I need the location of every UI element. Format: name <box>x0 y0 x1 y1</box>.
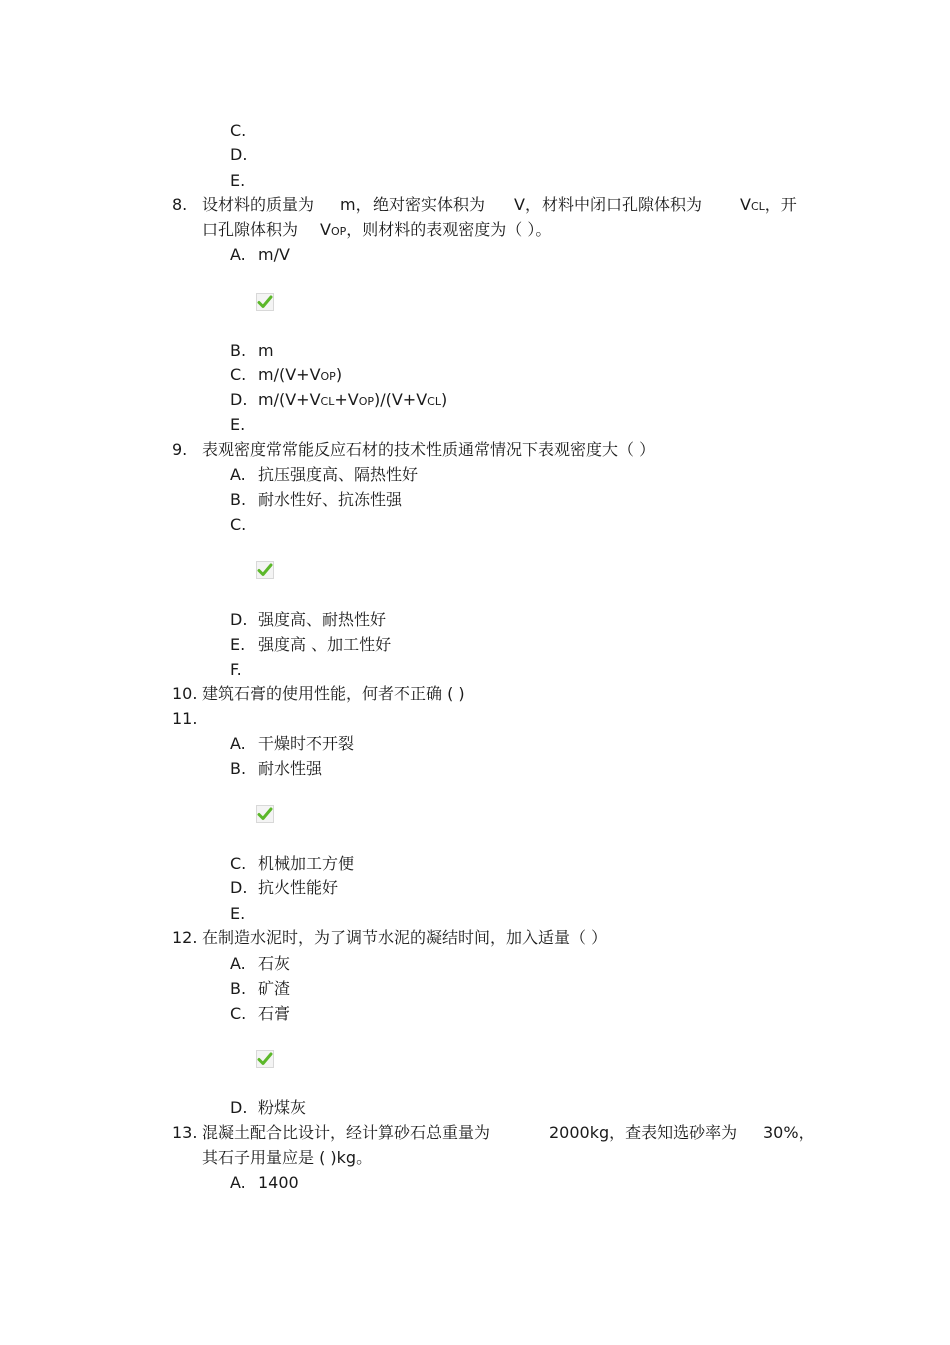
q11-option-a[interactable]: A. 干燥时不开裂 <box>230 734 355 753</box>
question-13-text-b: 2000kg，查表知选砂率为 <box>549 1123 738 1142</box>
correct-check-icon <box>256 805 274 823</box>
question-8-number: 8. <box>172 195 188 214</box>
q9-option-c[interactable]: C. <box>230 515 247 534</box>
option-c-prev: C. <box>230 121 247 140</box>
q8-option-e[interactable]: E. <box>230 415 246 434</box>
question-12-number: 12. <box>172 928 198 947</box>
question-11-number: 11. <box>172 709 198 728</box>
q9-option-b[interactable]: B. 耐水性好、抗冻性强 <box>230 490 403 509</box>
q11-option-e[interactable]: E. <box>230 904 246 923</box>
correct-check-icon <box>256 293 274 311</box>
q9-option-d[interactable]: D. 强度高、耐热性好 <box>230 610 387 629</box>
q9-option-a[interactable]: A. 抗压强度高、隔热性好 <box>230 465 419 484</box>
q8-option-d[interactable]: D. m/(V+VCL+VOP)/(V+VCL) <box>230 390 448 409</box>
correct-check-icon <box>256 561 274 579</box>
correct-check-icon <box>256 1050 274 1068</box>
q8-option-a[interactable]: A. m/V <box>230 245 290 264</box>
question-8-text-c: 材料中闭口孔隙体积为 <box>542 195 703 214</box>
question-13-number: 13. <box>172 1123 198 1142</box>
question-10-number: 10. <box>172 684 198 703</box>
q11-option-d[interactable]: D. 抗火性能好 <box>230 878 339 897</box>
question-9-text: 表观密度常常能反应石材的技术性质通常情况下表观密度大（ ） <box>202 440 656 459</box>
q12-option-b[interactable]: B. 矿渣 <box>230 979 291 998</box>
q11-option-b[interactable]: B. 耐水性强 <box>230 759 323 778</box>
question-13-text-a: 混凝土配合比设计，经计算砂石总重量为 <box>202 1123 491 1142</box>
question-8-text-vop: VOP，则材料的表观密度为（ ）。 <box>320 220 552 239</box>
question-8-text-v: V， <box>514 195 541 214</box>
q8-option-b[interactable]: B. m <box>230 341 274 360</box>
question-8-text-vcl: VCL，开 <box>740 195 797 214</box>
q12-option-a[interactable]: A. 石灰 <box>230 954 291 973</box>
question-8-text-line2a: 口孔隙体积为 <box>202 220 299 239</box>
question-8-text-a: 设材料的质量为 <box>202 195 315 214</box>
question-13-text-line2: 其石子用量应是 ( )kg。 <box>202 1148 373 1167</box>
q8-option-c[interactable]: C. m/(V+VOP) <box>230 365 343 384</box>
question-10-text: 建筑石膏的使用性能，何者不正确 ( ) <box>202 684 465 703</box>
q11-option-c[interactable]: C. 机械加工方便 <box>230 854 355 873</box>
question-8-text-b: 绝对密实体积为 <box>373 195 486 214</box>
question-8-text-m: m， <box>340 195 372 214</box>
question-12-text: 在制造水泥时，为了调节水泥的凝结时间，加入适量（ ） <box>202 928 608 947</box>
q12-option-c[interactable]: C. 石膏 <box>230 1004 291 1023</box>
option-e-prev: E. <box>230 171 246 190</box>
option-d-prev: D. <box>230 145 248 164</box>
q12-option-d[interactable]: D. 粉煤灰 <box>230 1098 307 1117</box>
question-9-number: 9. <box>172 440 188 459</box>
question-13-text-c: 30%， <box>763 1123 815 1142</box>
q9-option-e[interactable]: E. 强度高 、加工性好 <box>230 635 392 654</box>
q9-option-f[interactable]: F. <box>230 660 242 679</box>
q13-option-a[interactable]: A. 1400 <box>230 1173 299 1192</box>
